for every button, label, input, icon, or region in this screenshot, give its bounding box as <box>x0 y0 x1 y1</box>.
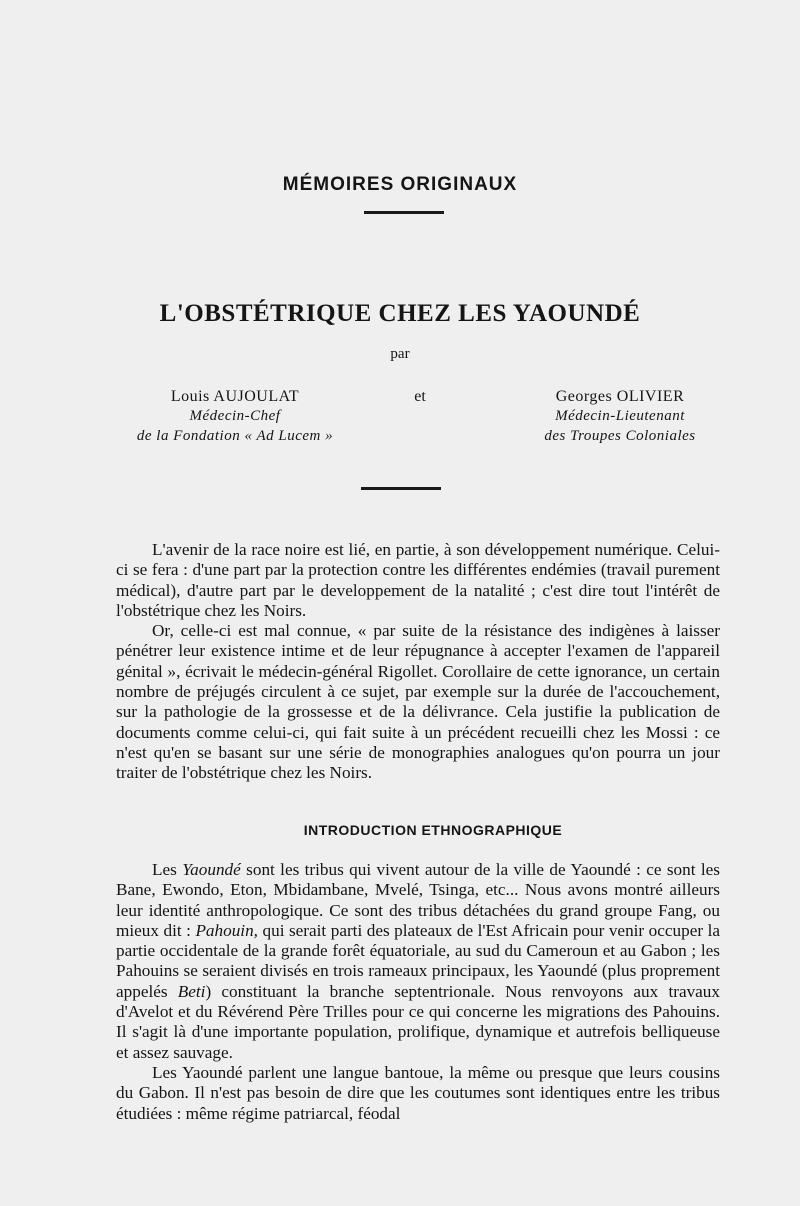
italic-term: Pahouin, <box>195 920 258 940</box>
paragraph <box>116 860 720 1063</box>
ethnographic-text <box>116 860 720 1124</box>
paragraph: Or, celle-ci est mal connue, « par suite de la résistance des indigènes à laisser pénétrer leur existence intime et de leur répugnance à accepter l'examen de l'appareil génital », écrivait le médecin-général Rigollet. Corollaire de cette ignorance, un certain nombre de préjugés circulent à ce sujet, par exemple sur la durée de l'accouchement, sur la pathologie de la grossesse et de la délivrance. Cela justifie la publication de documents comme celui-ci, qui fait suite à un précédent recueilli chez les Mossi : ce n'est qu'en se basant sur une série de monographies analogues qu'on pourra un jour traiter de l'obstétrique chez les Noirs. <box>116 621 720 783</box>
author-affiliation: des Troupes Coloniales <box>544 428 696 444</box>
subheading: INTRODUCTION ETHNOGRAPHIQUE <box>303 822 563 838</box>
italic-term: Yaoundé <box>182 860 241 879</box>
author-name: Louis AUJOULAT <box>170 388 300 405</box>
author-conjunction: et <box>414 388 426 405</box>
section-heading: MÉMOIRES ORIGINAUX <box>282 174 518 195</box>
text-run: Les <box>152 860 183 879</box>
author-role: Médecin-Lieutenant <box>555 408 685 424</box>
author-role: Médecin-Chef <box>189 408 281 424</box>
text-run: qui serait parti des plateaux de l'Est Africain pour venir occuper la partie occidentale de la grande forêt équatoriale, au sud du Cameroun et au Gabon ; les Pahouins se seraient divisés en trois rameaux principaux, les Yaoundé (plus proprement appelés <box>116 920 720 1001</box>
byline-par: par <box>390 346 410 362</box>
author-name: Georges OLIVIER <box>555 388 685 405</box>
paragraph: L'avenir de la race noire est lié, en partie, à son développement numérique. Celui-ci se fera : d'une part par la protection contre les différentes endémies (travail purement médical), d'autre part par le developpement de la natalité ; c'est dire tout l'intérêt de l'obstétrique chez les Noirs. <box>116 540 720 620</box>
article-title: L'OBSTÉTRIQUE CHEZ LES YAOUNDÉ <box>159 300 641 327</box>
text-run: sont les tribus qui vivent autour de la ville de Yaoundé : ce sont les Bane, Ewondo, Eton, Mbidambane, Mvelé, Tsinga, etc... Nous avons montré ailleurs leur identité anthropologique. Ce sont des tribus détachées du grand groupe Fang, ou mieux dit : <box>116 860 720 940</box>
italic-term: Beti <box>177 981 206 1001</box>
introduction-text <box>116 540 720 784</box>
author-aujoulat <box>100 388 370 446</box>
heading-rule <box>364 211 444 214</box>
text-run: ) constituant la branche septentrionale. Nous renvoyons aux travaux d'Avelot et du Révérend Père Trilles pour ce qui concerne les migrations des Pahouins. Il s'agit là d'une importante population, prolifique, dynamique et autrefois belliqueuse et assez sauvage. <box>116 981 720 1062</box>
author-olivier <box>500 388 740 446</box>
author-affiliation: de la Fondation « Ad Lucem » <box>136 428 334 444</box>
paragraph: Les Yaoundé parlent une langue bantoue, la même ou presque que leurs cousins du Gabon. Il n'est pas besoin de dire que les coutumes sont identiques entre les tribus étudiées : même régime patriarcal, féodal <box>116 1062 720 1123</box>
title-rule <box>361 487 441 490</box>
